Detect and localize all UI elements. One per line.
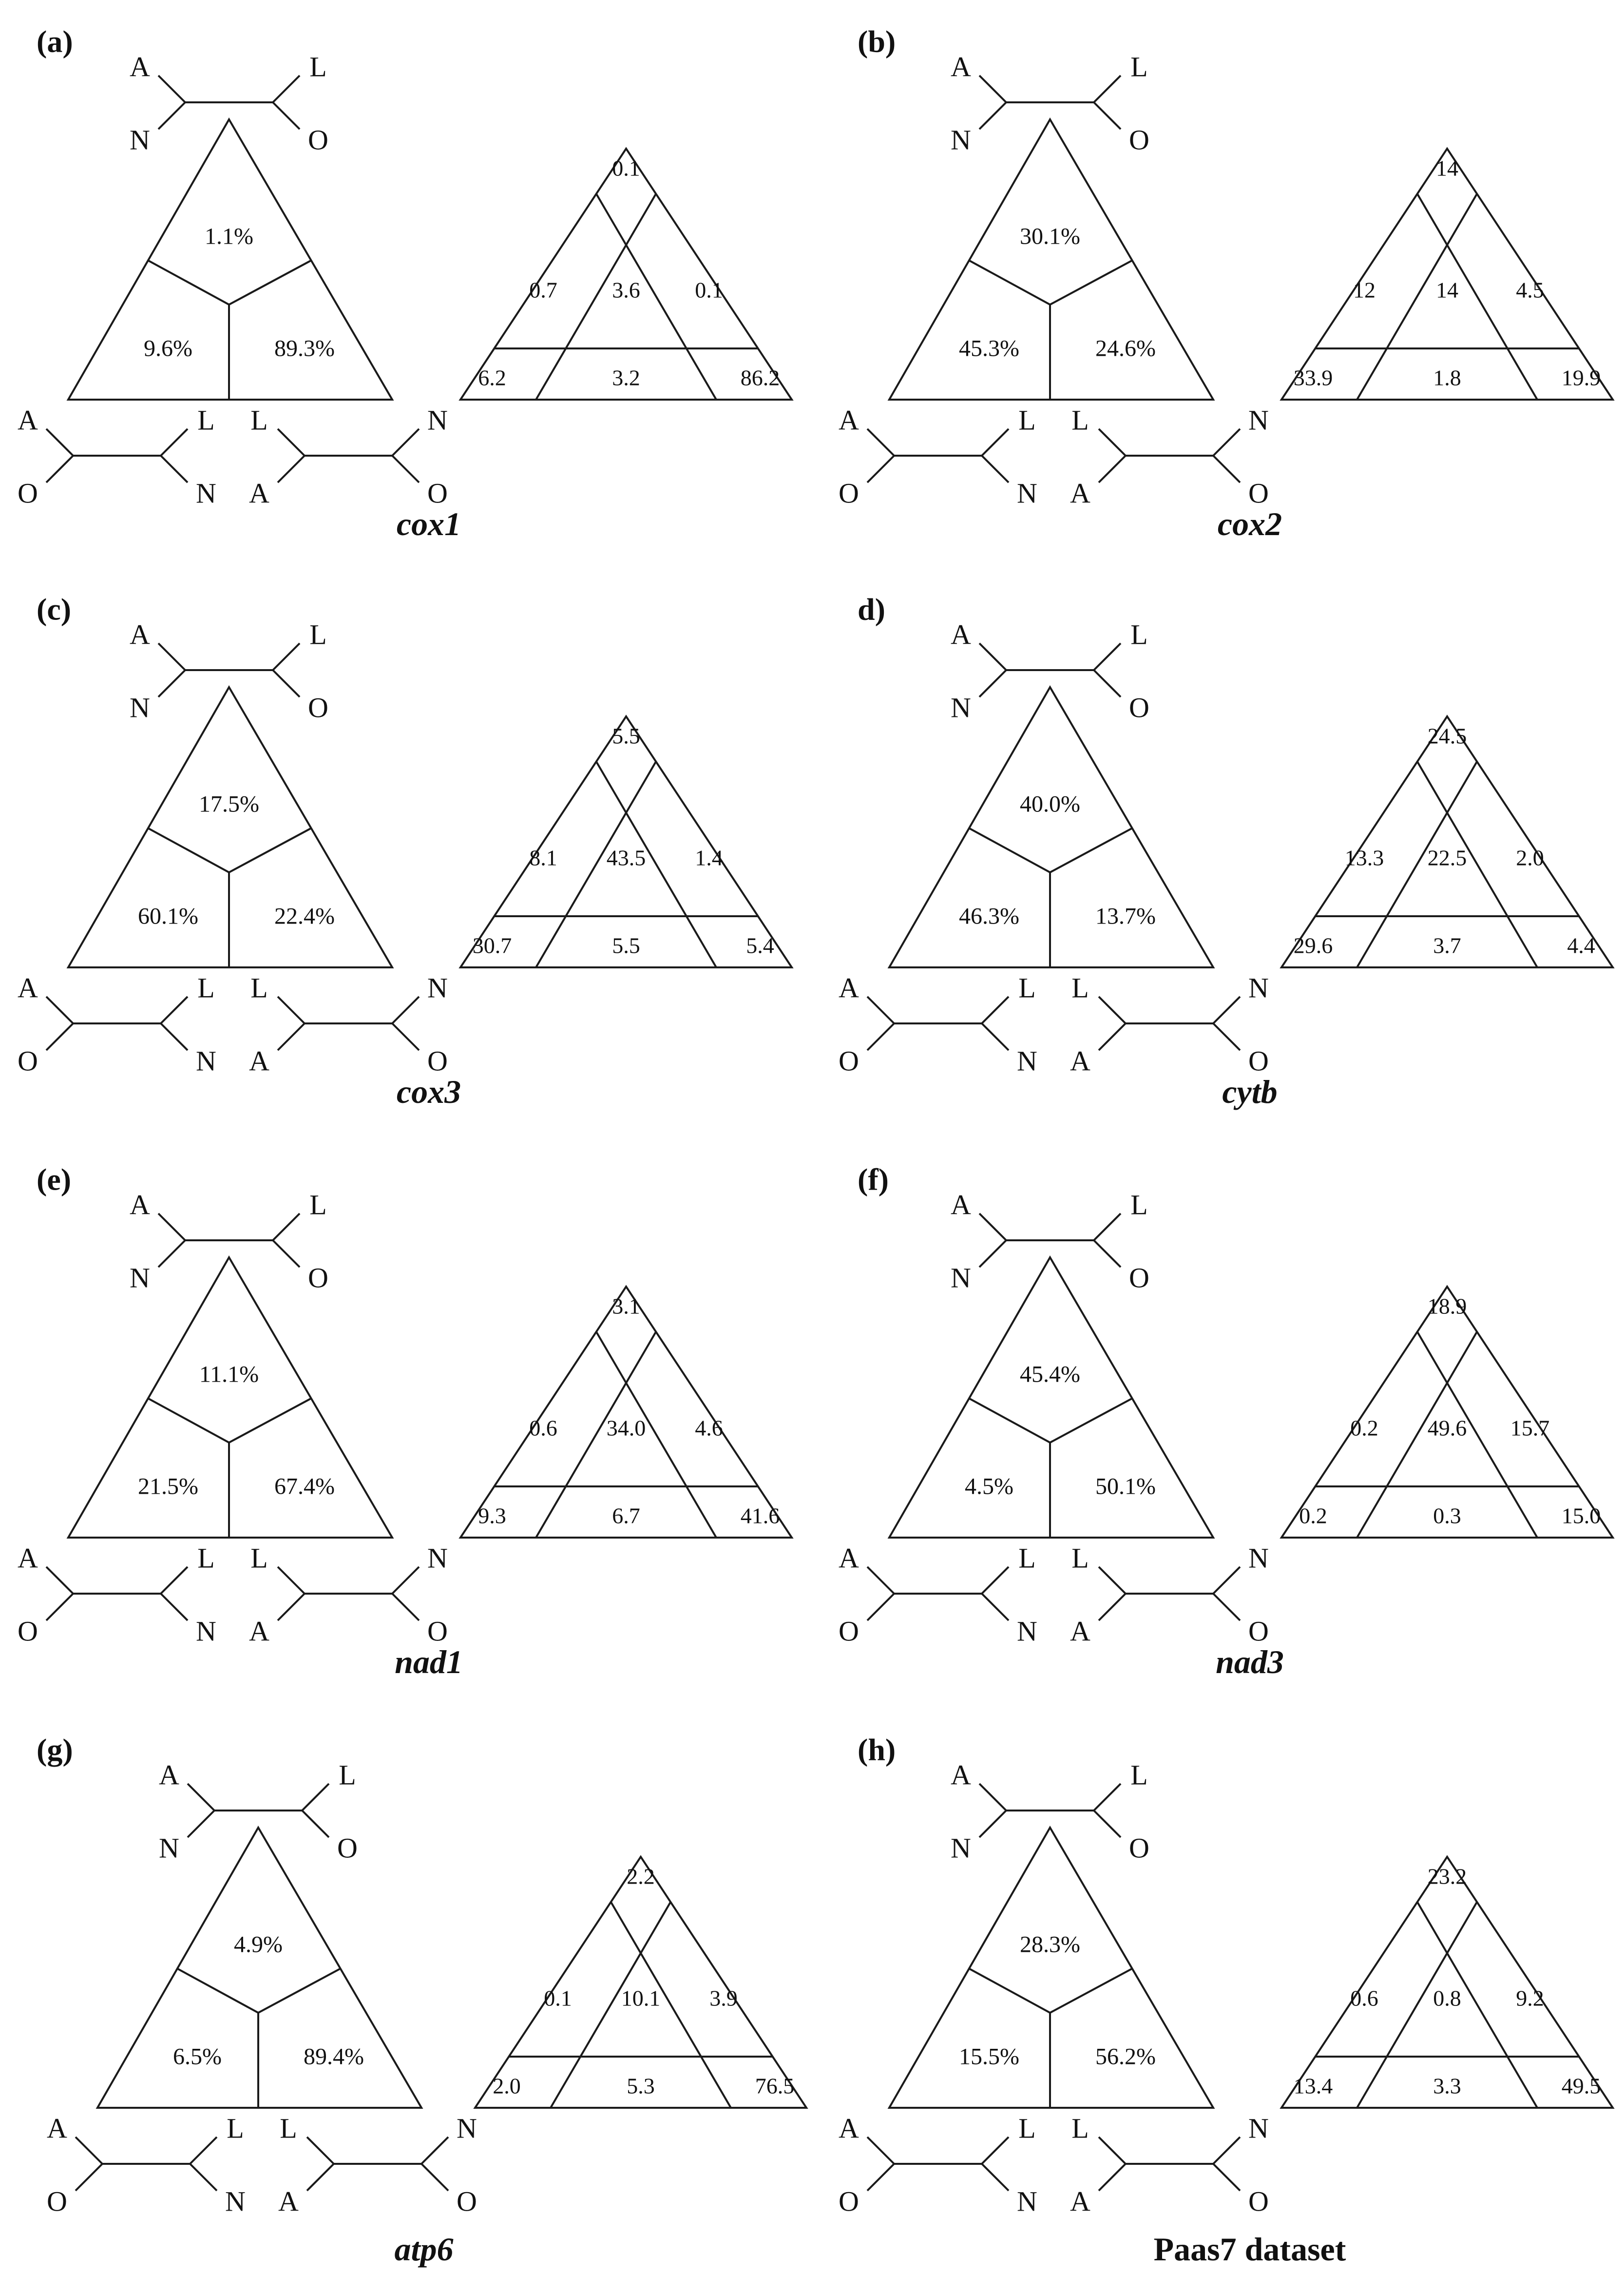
region-bottom-left: 9.3 <box>478 1503 506 1528</box>
region-bottom-center: 3.2 <box>612 365 640 390</box>
tree-leaf-label: N <box>225 2185 246 2217</box>
tree-leaf-label: A <box>839 2112 859 2144</box>
tree-leaf-label: L <box>1071 2112 1089 2144</box>
region-left: 0.1 <box>544 1985 572 2011</box>
percent-right: 24.6% <box>1095 335 1156 362</box>
tree-leaf-label: A <box>249 477 269 509</box>
tree-leaf-label: N <box>130 124 150 156</box>
tree-leaf-label: N <box>159 1832 179 1864</box>
region-bottom-center: 6.7 <box>612 1503 640 1528</box>
basin-triangle <box>68 119 392 400</box>
region-right: 1.4 <box>695 845 723 870</box>
region-bottom-left: 2.0 <box>493 2073 521 2099</box>
tree-leaf-label: A <box>951 1759 971 1791</box>
tree-leaf-label: O <box>1129 692 1149 724</box>
tree-leaf-label: L <box>250 1542 268 1574</box>
tree-leaf-label: O <box>839 477 859 509</box>
tree-leaf-label: O <box>457 2185 477 2217</box>
panel-cytb <box>839 592 1613 1111</box>
tree-leaf-label: L <box>309 618 327 651</box>
region-top: 0.1 <box>612 155 640 181</box>
quartet-tree-top <box>951 1189 1149 1294</box>
region-triangle <box>1281 149 1613 400</box>
region-triangle <box>475 1857 806 2108</box>
quartet-tree-top <box>130 1189 328 1294</box>
tree-leaf-label: L <box>250 404 268 436</box>
tree-leaf-label: N <box>1017 1045 1037 1077</box>
tree-leaf-label: L <box>197 404 215 436</box>
region-bottom-left: 0.2 <box>1299 1503 1327 1528</box>
tree-leaf-label: O <box>1248 1045 1269 1077</box>
tree-leaf-label: N <box>427 404 448 436</box>
tree-leaf-label: A <box>1070 477 1090 509</box>
percent-right: 22.4% <box>274 903 335 929</box>
tree-leaf-label: O <box>1129 124 1149 156</box>
tree-leaf-label: N <box>951 1262 971 1294</box>
region-top: 24.5 <box>1427 723 1467 749</box>
region-bottom-left: 30.7 <box>472 933 512 958</box>
quartet-tree-top <box>130 51 328 156</box>
tree-leaf-label: A <box>130 1189 150 1221</box>
quartet-tree-top <box>951 1759 1149 1864</box>
tree-leaf-label: N <box>1017 2185 1037 2217</box>
quartet-tree-bottom-right <box>1070 405 1269 509</box>
tree-leaf-label: N <box>951 692 971 724</box>
tree-leaf-label: O <box>18 477 38 509</box>
region-center: 22.5 <box>1427 845 1467 870</box>
panel-cox1 <box>18 24 792 543</box>
panel-label: (g) <box>37 1732 73 1767</box>
quartet-tree-top <box>159 1759 358 1864</box>
percent-top: 30.1% <box>1020 223 1080 250</box>
region-left: 13.3 <box>1344 845 1384 870</box>
region-left: 12 <box>1353 277 1376 303</box>
tree-leaf-label: N <box>1248 2112 1269 2144</box>
tree-leaf-label: O <box>839 1615 859 1647</box>
basin-triangle <box>68 687 392 967</box>
quartet-tree-bottom-left <box>839 405 1037 509</box>
region-triangle <box>1281 716 1613 967</box>
tree-leaf-label: O <box>18 1615 38 1647</box>
tree-leaf-label: O <box>308 124 328 156</box>
region-center: 0.8 <box>1433 1985 1461 2011</box>
region-bottom-center: 5.3 <box>627 2073 655 2099</box>
region-top: 3.1 <box>612 1293 640 1319</box>
tree-leaf-label: N <box>1017 477 1037 509</box>
tree-leaf-label: L <box>1071 1542 1089 1574</box>
tree-leaf-label: N <box>196 1615 216 1647</box>
quartet-tree-bottom-right <box>278 2113 477 2217</box>
quartet-tree-top <box>951 51 1149 156</box>
region-center: 3.6 <box>612 277 640 303</box>
tree-leaf-label: L <box>197 972 215 1004</box>
tree-leaf-label: N <box>130 692 150 724</box>
quartet-tree-bottom-right <box>249 972 448 1077</box>
tree-leaf-label: A <box>951 51 971 83</box>
basin-triangle <box>889 687 1213 967</box>
region-left: 0.6 <box>529 1415 557 1441</box>
percent-left: 6.5% <box>173 2043 222 2070</box>
tree-leaf-label: L <box>1018 1542 1036 1574</box>
quartet-tree-bottom-right <box>1070 2113 1269 2217</box>
region-center: 49.6 <box>1427 1415 1467 1441</box>
region-bottom-right: 86.2 <box>740 365 780 390</box>
tree-leaf-label: A <box>1070 1045 1090 1077</box>
tree-leaf-label: O <box>18 1045 38 1077</box>
tree-leaf-label: A <box>249 1045 269 1077</box>
tree-leaf-label: O <box>427 1615 448 1647</box>
region-bottom-center: 1.8 <box>1433 365 1461 390</box>
tree-leaf-label: L <box>1130 1759 1148 1791</box>
gene-caption: nad1 <box>395 1643 463 1680</box>
gene-caption: cox2 <box>1217 505 1282 542</box>
basin-triangle <box>889 1828 1213 2108</box>
gene-caption: cox1 <box>396 505 461 542</box>
region-triangle <box>460 1287 792 1538</box>
tree-leaf-label: L <box>1018 2112 1036 2144</box>
percent-left: 4.5% <box>965 1473 1013 1500</box>
tree-leaf-label: N <box>951 124 971 156</box>
panel-cox3 <box>18 592 792 1111</box>
tree-leaf-label: A <box>18 972 38 1004</box>
basin-triangle <box>889 119 1213 400</box>
panel-label: d) <box>858 592 885 627</box>
quartet-tree-bottom-right <box>249 1542 448 1647</box>
tree-leaf-label: L <box>1071 972 1089 1004</box>
percent-right: 89.4% <box>304 2043 364 2070</box>
tree-leaf-label: O <box>308 1262 328 1294</box>
panel-label: (f) <box>858 1162 889 1197</box>
quartet-tree-bottom-left <box>839 1542 1037 1647</box>
tree-leaf-label: A <box>951 1189 971 1221</box>
tree-leaf-label: O <box>839 1045 859 1077</box>
tree-leaf-label: L <box>309 51 327 83</box>
quartet-tree-bottom-right <box>1070 1542 1269 1647</box>
region-bottom-right: 15.0 <box>1561 1503 1601 1528</box>
tree-leaf-label: L <box>1018 972 1036 1004</box>
tree-leaf-label: N <box>427 972 448 1004</box>
quartet-tree-bottom-left <box>839 2113 1037 2217</box>
region-left: 0.6 <box>1350 1985 1378 2011</box>
tree-leaf-label: A <box>249 1615 269 1647</box>
percent-top: 17.5% <box>199 791 259 817</box>
tree-leaf-label: A <box>47 2112 67 2144</box>
region-bottom-right: 5.4 <box>746 933 774 958</box>
region-bottom-center: 3.7 <box>1433 933 1461 958</box>
region-top: 23.2 <box>1427 1864 1467 1889</box>
tree-leaf-label: N <box>1248 972 1269 1004</box>
region-center: 10.1 <box>621 1985 661 2011</box>
quartet-tree-top <box>130 619 328 724</box>
tree-leaf-label: N <box>1248 1542 1269 1574</box>
tree-leaf-label: L <box>1130 618 1148 651</box>
region-left: 0.2 <box>1350 1415 1378 1441</box>
tree-leaf-label: O <box>427 1045 448 1077</box>
tree-leaf-label: L <box>227 2112 244 2144</box>
tree-leaf-label: O <box>1129 1262 1149 1294</box>
region-bottom-left: 6.2 <box>478 365 506 390</box>
region-bottom-center: 5.5 <box>612 933 640 958</box>
region-triangle <box>460 149 792 400</box>
region-top: 18.9 <box>1427 1293 1467 1319</box>
percent-left: 21.5% <box>138 1473 198 1500</box>
tree-leaf-label: O <box>1248 2185 1269 2217</box>
region-left: 8.1 <box>529 845 557 870</box>
region-right: 4.6 <box>695 1415 723 1441</box>
quartet-tree-bottom-right <box>249 405 448 509</box>
region-center: 43.5 <box>606 845 646 870</box>
tree-leaf-label: L <box>339 1759 356 1791</box>
tree-leaf-label: O <box>337 1832 358 1864</box>
region-bottom-center: 3.3 <box>1433 2073 1461 2099</box>
tree-leaf-label: O <box>1248 477 1269 509</box>
tree-leaf-label: L <box>1130 51 1148 83</box>
region-right: 3.9 <box>709 1985 738 2011</box>
region-bottom-right: 19.9 <box>1561 365 1601 390</box>
tree-leaf-label: N <box>196 477 216 509</box>
tree-leaf-label: O <box>47 2185 67 2217</box>
quartet-tree-bottom-right <box>1070 972 1269 1077</box>
tree-leaf-label: N <box>196 1045 216 1077</box>
tree-leaf-label: N <box>1017 1615 1037 1647</box>
tree-leaf-label: N <box>427 1542 448 1574</box>
quartet-tree-bottom-left <box>47 2113 246 2217</box>
region-right: 0.1 <box>695 277 723 303</box>
percent-left: 15.5% <box>959 2043 1019 2070</box>
region-left: 0.7 <box>529 277 557 303</box>
region-top: 5.5 <box>612 723 640 749</box>
region-bottom-right: 49.5 <box>1561 2073 1601 2099</box>
region-bottom-right: 41.6 <box>740 1503 780 1528</box>
percent-top: 1.1% <box>205 223 253 250</box>
panel-nad1 <box>18 1162 792 1681</box>
region-right: 2.0 <box>1516 845 1544 870</box>
panel-label: (h) <box>858 1732 896 1767</box>
panel-label: (b) <box>858 24 896 59</box>
region-top: 14 <box>1436 155 1458 181</box>
tree-leaf-label: L <box>1018 404 1036 436</box>
tree-leaf-label: A <box>1070 1615 1090 1647</box>
region-right: 15.7 <box>1510 1415 1550 1441</box>
panel-nad3 <box>839 1162 1613 1681</box>
quartet-tree-bottom-left <box>18 1542 216 1647</box>
tree-leaf-label: L <box>250 972 268 1004</box>
tree-leaf-label: A <box>18 1542 38 1574</box>
quartet-tree-bottom-left <box>839 972 1037 1077</box>
tree-leaf-label: L <box>1071 404 1089 436</box>
percent-right: 67.4% <box>274 1473 335 1500</box>
region-top: 2.2 <box>627 1864 655 1889</box>
tree-leaf-label: A <box>839 972 859 1004</box>
percent-top: 40.0% <box>1020 791 1080 817</box>
tree-leaf-label: O <box>427 477 448 509</box>
region-right: 4.5 <box>1516 277 1544 303</box>
region-bottom-left: 33.9 <box>1293 365 1333 390</box>
gene-caption: atp6 <box>394 2231 454 2268</box>
region-triangle <box>1281 1857 1613 2108</box>
percent-left: 9.6% <box>144 335 192 362</box>
tree-leaf-label: L <box>280 2112 297 2144</box>
region-triangle <box>460 716 792 967</box>
quartet-tree-bottom-left <box>18 972 216 1077</box>
tree-leaf-label: A <box>130 618 150 651</box>
percent-left: 46.3% <box>959 903 1019 929</box>
region-right: 9.2 <box>1516 1985 1544 2011</box>
basin-triangle <box>889 1257 1213 1538</box>
tree-leaf-label: N <box>1248 404 1269 436</box>
gene-caption: cytb <box>1222 1073 1278 1110</box>
percent-top: 45.4% <box>1020 1361 1080 1387</box>
tree-leaf-label: O <box>1129 1832 1149 1864</box>
panel-cox2 <box>839 24 1613 543</box>
quartet-tree-bottom-left <box>18 405 216 509</box>
tree-leaf-label: O <box>308 692 328 724</box>
tree-leaf-label: A <box>839 404 859 436</box>
panel-atp6 <box>37 1733 806 2268</box>
region-bottom-right: 76.5 <box>755 2073 795 2099</box>
tree-leaf-label: N <box>951 1832 971 1864</box>
region-triangle <box>1281 1287 1613 1538</box>
percent-top: 28.3% <box>1020 1931 1080 1958</box>
region-bottom-right: 4.4 <box>1567 933 1595 958</box>
tree-leaf-label: A <box>278 2185 299 2217</box>
tree-leaf-label: A <box>130 51 150 83</box>
region-bottom-left: 13.4 <box>1293 2073 1333 2099</box>
basin-triangle <box>97 1828 421 2108</box>
percent-right: 56.2% <box>1095 2043 1156 2070</box>
basin-triangle <box>68 1257 392 1538</box>
percent-right: 50.1% <box>1095 1473 1156 1500</box>
region-center: 34.0 <box>606 1415 646 1441</box>
percent-top: 4.9% <box>234 1931 283 1958</box>
region-bottom-center: 0.3 <box>1433 1503 1461 1528</box>
panel-paas7-dataset <box>839 1733 1613 2268</box>
tree-leaf-label: O <box>839 2185 859 2217</box>
percent-left: 60.1% <box>138 903 198 929</box>
region-bottom-left: 29.6 <box>1293 933 1333 958</box>
gene-caption: Paas7 dataset <box>1153 2231 1346 2268</box>
percent-right: 89.3% <box>274 335 335 362</box>
tree-leaf-label: A <box>18 404 38 436</box>
tree-leaf-label: A <box>159 1759 179 1791</box>
gene-caption: cox3 <box>396 1073 461 1110</box>
tree-leaf-label: N <box>130 1262 150 1294</box>
percent-top: 11.1% <box>199 1361 259 1387</box>
tree-leaf-label: O <box>1248 1615 1269 1647</box>
percent-left: 45.3% <box>959 335 1019 362</box>
tree-leaf-label: A <box>951 618 971 651</box>
tree-leaf-label: A <box>839 1542 859 1574</box>
tree-leaf-label: L <box>1130 1189 1148 1221</box>
quartet-tree-top <box>951 619 1149 724</box>
panel-label: (c) <box>37 592 72 627</box>
region-center: 14 <box>1436 277 1458 303</box>
tree-leaf-label: L <box>309 1189 327 1221</box>
tree-leaf-label: A <box>1070 2185 1090 2217</box>
tree-leaf-label: L <box>197 1542 215 1574</box>
tree-leaf-label: N <box>457 2112 477 2144</box>
panel-label: (e) <box>37 1162 72 1197</box>
panel-label: (a) <box>37 24 73 59</box>
gene-caption: nad3 <box>1216 1643 1284 1680</box>
percent-right: 13.7% <box>1095 903 1156 929</box>
